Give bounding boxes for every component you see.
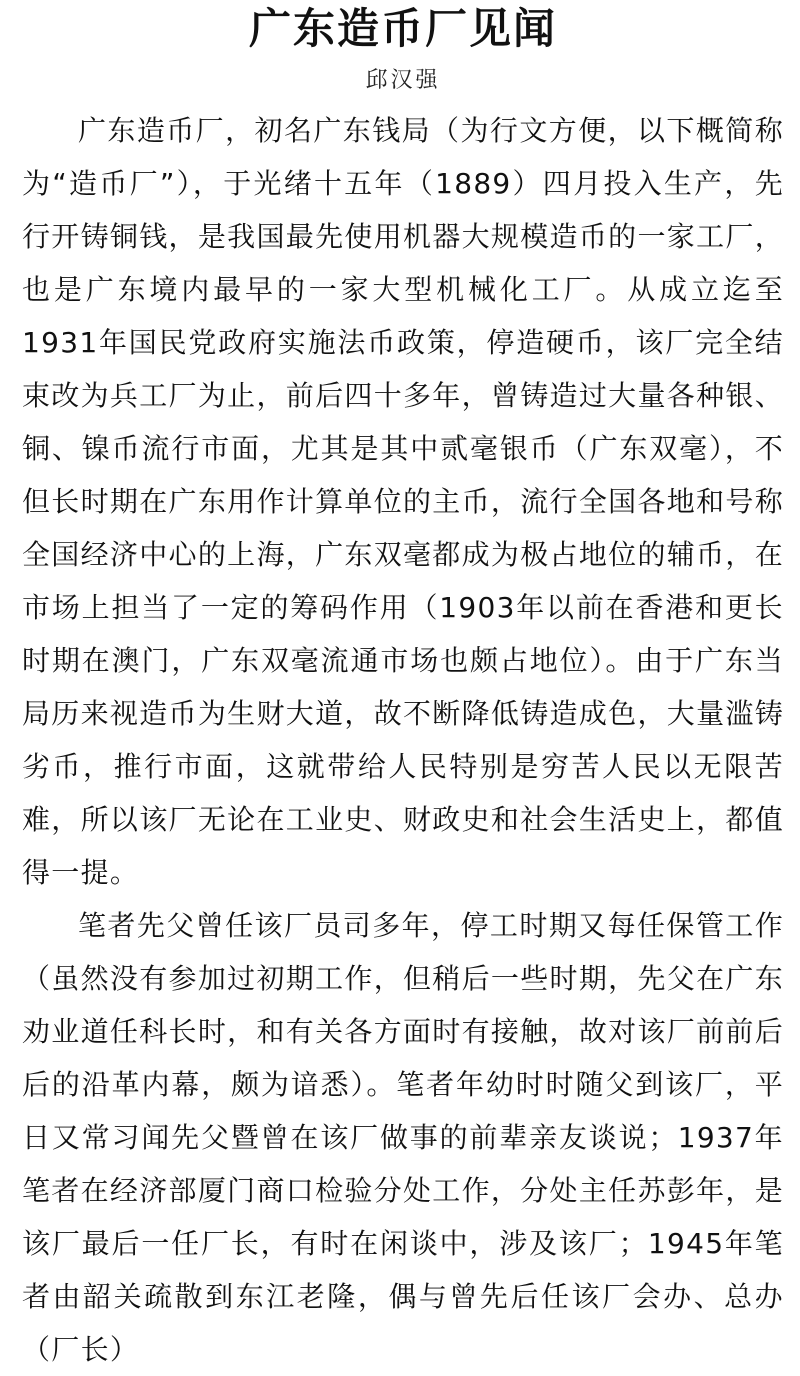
paragraph-2: 笔者先父曾任该厂员司多年，停工时期又每任保管工作（虽然没有参加过初期工作，但稍后一些时期，先父在广东劝业道任科长时，和有关各方面时有接触，故对该厂前前后后的沿革内幕，颇为谙悉）。笔者年幼时时随父到该厂，平日又常习闻先父暨曾在该厂做事的前辈亲友谈说；1937年笔者在经济部厦门商口检验分处工作，分处主任苏彭年，是该厂最后一任厂长，有时在闲谈中，涉及该厂；1945年笔者由韶关疏散到东江老隆，偶与曾先后任该厂会办、总办（厂长） (22, 909, 784, 1366)
article-body (22, 104, 784, 1376)
paragraph-1: 广东造币厂，初名广东钱局（为行文方便，以下概简称为“造币厂”），于光绪十五年（1889）四月投入生产，先行开铸铜钱，是我国最先使用机器大规模造币的一家工厂，也是广东境内最早的一家大型机械化工厂。从成立迄至1931年国民党政府实施法币政策，停造硬币，该厂完全结束改为兵工厂为止，前后四十多年，曾铸造过大量各种银、铜、镍币流行市面，尤其是其中贰毫银币（广东双毫），不但长时期在广东用作计算单位的主币，流行全国各地和号称全国经济中心的上海，广东双毫都成为极占地位的辅币，在市场上担当了一定的筹码作用（1903年以前在香港和更长时期在澳门，广东双毫流通市场也颇占地位）。由于广东当局历来视造币为生财大道，故不断降低铸造成色，大量滥铸劣币，推行市面，这就带给人民特别是穷苦人民以无限苦难，所以该厂无论在工业史、财政史和社会生活史上，都值得一提。 (22, 114, 784, 889)
article-author: 邱汉强 (365, 68, 441, 93)
article-title: 广东造币厂见闻 (248, 4, 557, 53)
